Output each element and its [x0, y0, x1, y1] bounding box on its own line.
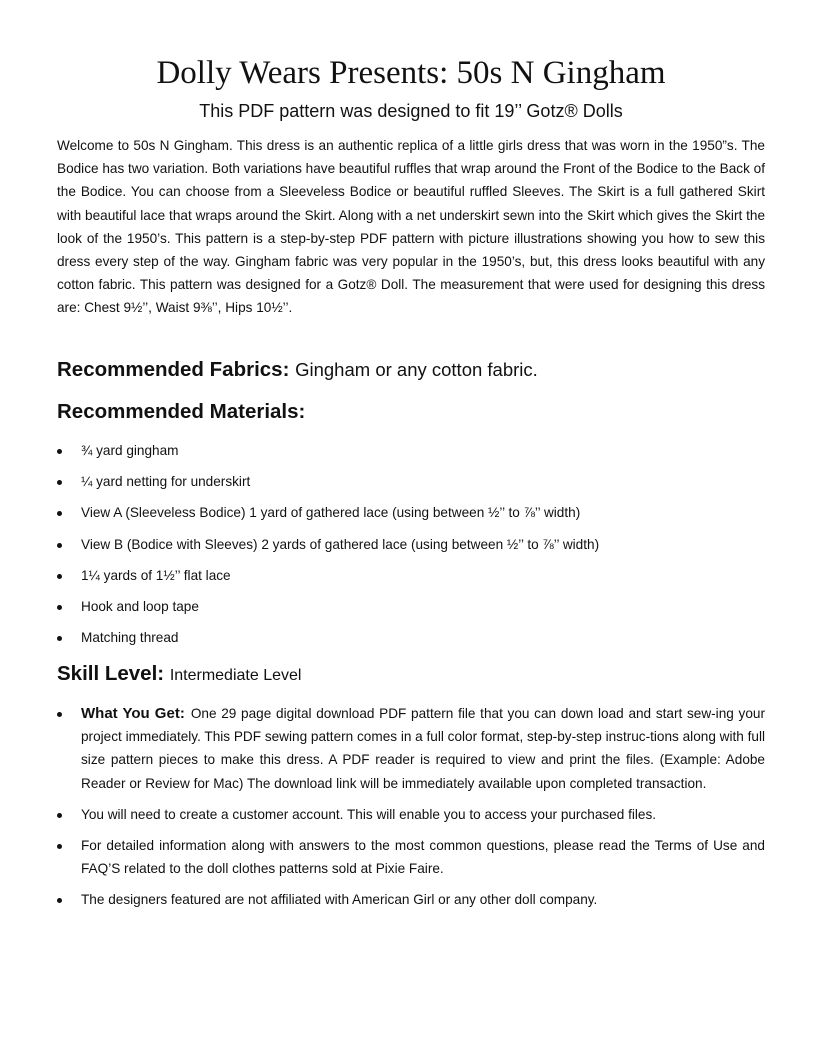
list-item: [57, 888, 765, 911]
list-item: [57, 471, 765, 502]
bullet-icon: [57, 543, 62, 548]
list-item: [57, 702, 765, 795]
skill-value: Intermediate Level: [169, 667, 302, 684]
material-text: View B (Bodice with Sleeves) 2 yards of gathered lace (using between ½’’ to ⅞’’ width): [81, 536, 600, 552]
list-item: [57, 565, 765, 596]
list-item: [57, 627, 765, 658]
materials-list: [57, 440, 765, 658]
list-item: [57, 803, 765, 826]
list-item: [57, 502, 765, 533]
bullet-icon: [57, 480, 62, 485]
material-text: View A (Sleeveless Bodice) 1 yard of gathered lace (using between ½’’ to ⅞’’ width): [81, 505, 581, 521]
list-item: [57, 440, 765, 471]
bullet-icon: [57, 449, 62, 454]
bullet-icon: [57, 712, 62, 717]
bullet-icon: [57, 574, 62, 579]
material-text: Matching thread: [81, 630, 179, 646]
list-item: [57, 596, 765, 627]
recommended-fabrics: [57, 356, 765, 384]
page-title: Dolly Wears Presents: 50s N Gingham: [156, 55, 666, 91]
what-you-get-label: What You Get:: [81, 705, 185, 722]
info-text: You will need to create a customer account. This will enable you to access your purchased files.: [81, 806, 657, 822]
bullet-icon: [57, 636, 62, 641]
bullet-icon: [57, 844, 62, 849]
bullet-icon: [57, 605, 62, 610]
info-text: The designers featured are not affiliated with American Girl or any other doll company.: [81, 892, 598, 908]
info-list: [57, 702, 765, 920]
intro-paragraph: Welcome to 50s N Gingham. This dress is an authentic replica of a little girls dress that was worn in the 1950”s. The Bodice has two variation. Both variations have beautiful ruffles that wrap around the Front of the Bodice to the Back of the Bodice. You can choose from a Sleeveless Bodice or beautiful ruffled Sleeves. The Skirt is a full gathered Skirt with beautiful lace that wraps around the Skirt. Along with a net underskirt sewn into the Skirt which gives the Skirt the look of the 1950’s. This pattern is a step-by-step PDF pattern with picture illustrations showing you how to sew this dress every step of the way. Gingham fabric was very popular in the 1950’s, but, this dress looks beautiful with any cotton fabric. This pattern was designed for a Gotz® Doll. The measurement that were used for designing this dress are: Chest 9½’’, Waist 9⅜’’, Hips 10½’’.: [57, 138, 765, 316]
bullet-icon: [57, 898, 62, 903]
material-text: ¾ yard gingham: [81, 443, 179, 458]
fabrics-value: Gingham or any cotton fabric.: [295, 359, 538, 380]
info-text: One 29 page digital download PDF pattern file that you can down load and start sew-ing your project immediately. This PDF sewing pattern comes in a full color format, step-by-step instruc-tions along with full size pattern pieces to make this dress. A PDF reader is required to view and print the files. (Example: Adobe Reader or Review for Mac) The download link will be immediately available upon completed transaction.: [81, 706, 765, 791]
info-text: For detailed information along with answers to the most common questions, please read the Terms of Use and FAQ’S related to the doll clothes patterns sold at Pixie Faire.: [81, 838, 765, 877]
bullet-icon: [57, 511, 62, 516]
material-text: ¼ yard netting for underskirt: [81, 474, 251, 490]
material-text: 1¼ yards of 1½’’ flat lace: [81, 567, 231, 583]
list-item: [57, 534, 765, 565]
material-text: Hook and loop tape: [81, 598, 199, 614]
skill-label: Skill Level:: [57, 662, 165, 685]
list-item: [57, 834, 765, 880]
skill-level: [57, 660, 765, 690]
bullet-icon: [57, 813, 62, 818]
fabrics-label: Recommended Fabrics:: [57, 358, 290, 381]
materials-heading: Recommended Materials:: [57, 400, 306, 423]
page-subtitle: This PDF pattern was designed to fit 19’’ Gotz® Dolls: [199, 101, 623, 121]
